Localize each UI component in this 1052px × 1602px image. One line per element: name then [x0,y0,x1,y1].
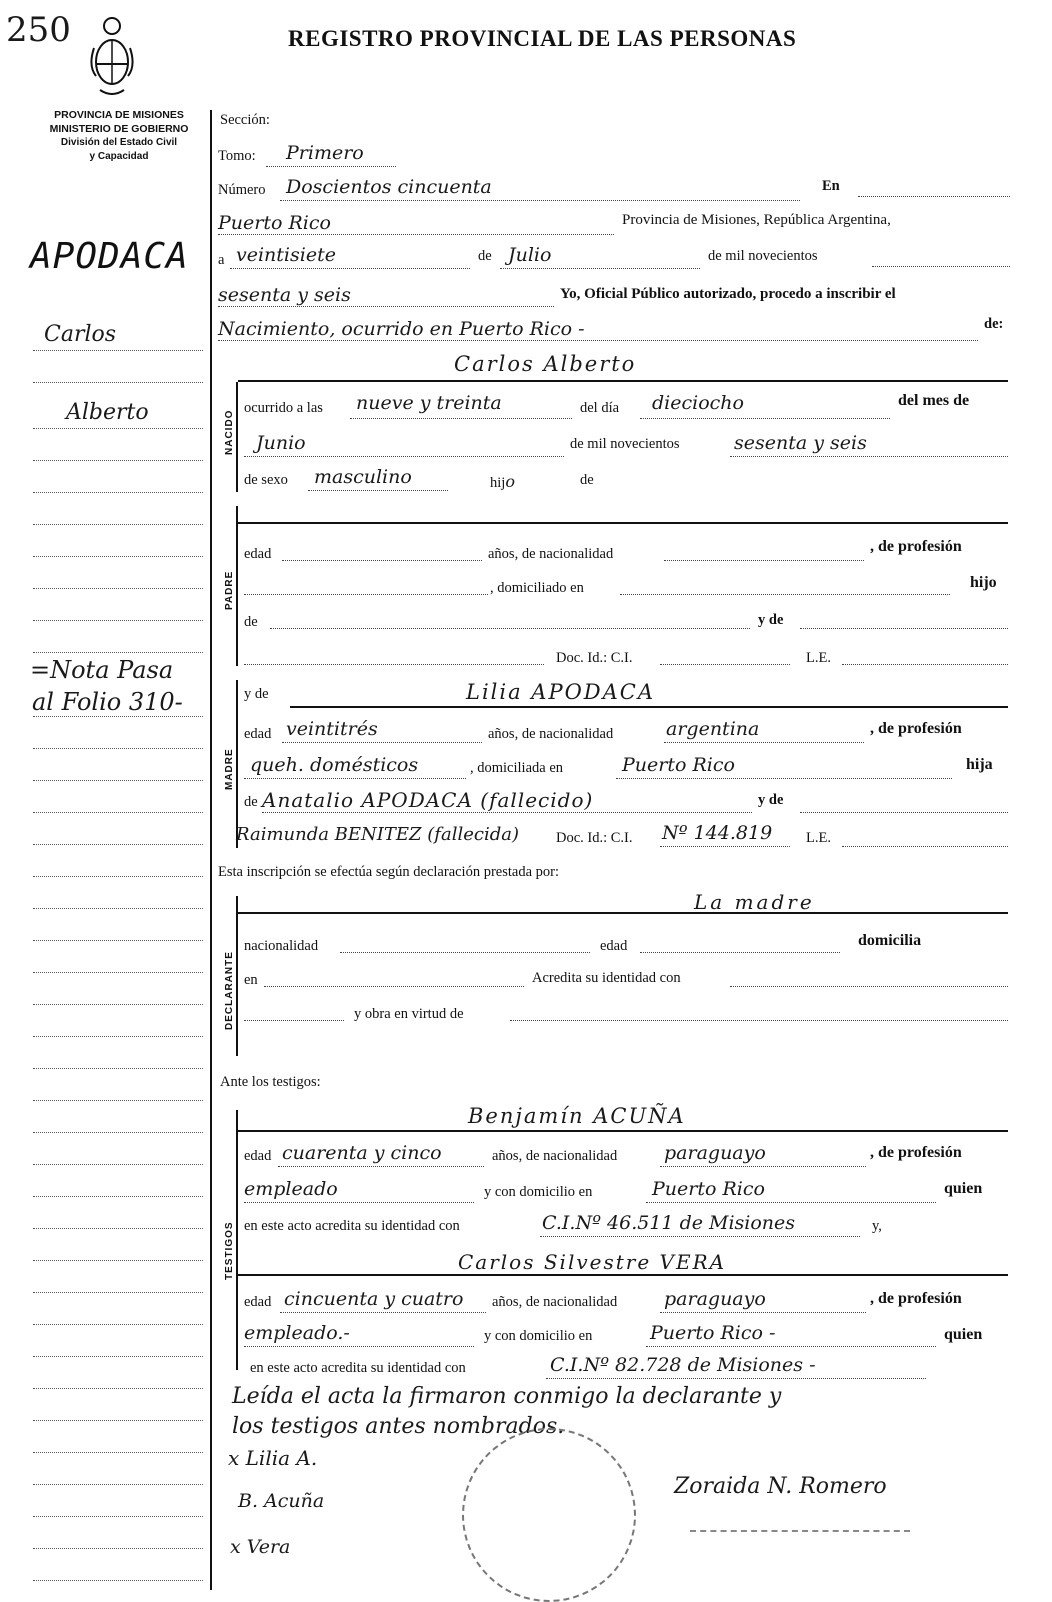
madre-dom-value: Puerto Rico [622,754,735,776]
declarante-en-label: en [244,972,258,988]
madre-de-label: de [244,794,258,810]
madre-le-label: L.E. [806,830,831,846]
official-seal-stamp [462,1428,636,1602]
padre-profesion-label: , de profesión [870,538,962,555]
madre-anos-label: años, de nacionalidad [488,726,614,742]
margin-separator [210,110,212,1590]
declarante-nacionalidad-label: nacionalidad [244,938,319,954]
testigo1-profesion-label: , de profesión [870,1144,962,1161]
madre-mother-value: Raimunda BENITEZ (fallecida) [236,824,519,845]
document-title: REGISTRO PROVINCIAL DE LAS PERSONAS [288,26,797,51]
madre-edad-label: edad [244,726,272,742]
numero-value: Doscientos cincuenta [286,176,492,198]
madre-father-value: Anatalio APODACA (fallecido) [262,788,594,812]
del-dia-label: del día [580,400,620,416]
folio-number: 250 [6,10,71,50]
madre-doc-value: Nº 144.819 [662,822,773,844]
testigo1-dom-value: Puerto Rico [652,1178,765,1200]
hijo-prefix: hij [490,475,506,491]
testigo2-acredita-label: en este acto acredita su identidad con [250,1360,466,1376]
testigo2-prof-value: empleado.- [244,1322,350,1344]
testigos-section-label: TESTIGOS [224,1221,235,1280]
nacido-section-label: NACIDO [224,409,235,455]
testigo2-edad-label: edad [244,1294,272,1310]
tomo-value: Primero [286,142,364,164]
testigo1-edad-value: cuarenta y cinco [282,1142,442,1164]
numero-label: Número [218,182,266,198]
testigo1-domicilio-label: y con domicilio en [484,1184,593,1200]
madre-edad-value: veintitrés [286,718,378,740]
madre-nac-value: argentina [666,718,760,740]
margin-note-line-2: al Folio 310- [32,688,183,716]
declarante-name-value: La madre [694,890,815,914]
del-mes-label: del mes de [898,392,970,409]
padre-doc-label: Doc. Id.: C.I. [556,650,633,666]
madre-profesion-label: , de profesión [870,720,962,737]
coat-of-arms-icon [84,6,140,102]
padre-de-label: de [244,614,258,630]
testigo2-domicilio-label: y con domicilio en [484,1328,593,1344]
org-province: PROVINCIA DE MISIONES [54,109,184,121]
nacido-mil-label: de mil novecientos [570,436,680,452]
declaracion-text: Esta inscripción se efectúa según declaración prestada por: [218,864,560,880]
testigo1-quien-label: quien [944,1180,983,1197]
org-division: División del Estado Civil [60,137,178,148]
de-colon-label: de: [984,316,1004,332]
testigo2-profesion-label: , de profesión [870,1290,962,1307]
issuing-organization [30,108,208,164]
oficial-text: Yo, Oficial Público autorizado, procedo a inscribir el [560,286,896,302]
declarante-edad-label: edad [600,938,628,954]
ocurrido-label: ocurrido a las [244,400,323,416]
testigo1-name-value: Benjamín ACUÑA [468,1104,686,1128]
testigo2-dom-value: Puerto Rico - [650,1322,776,1344]
madre-prof-value: queh. domésticos [250,754,419,776]
tomo-label: Tomo: [218,148,256,164]
acredita-label: Acredita su identidad con [532,970,681,986]
day-value: veintisiete [236,244,336,266]
testigo1-prof-value: empleado [244,1178,338,1200]
domiciliada-label: , domiciliada en [470,760,564,776]
signature-testigo-2: x Vera [230,1536,291,1558]
declarante-section-label: DECLARANTE [224,951,235,1030]
nacido-name-value: Carlos Alberto [454,352,637,376]
signature-testigo-1: B. Acuña [238,1490,325,1512]
de-label: de [478,248,492,264]
closing-line-2: los testigos antes nombrados. [232,1414,565,1439]
testigo1-anos-label: años, de nacionalidad [492,1148,618,1164]
testigo2-quien-label: quien [944,1326,983,1343]
seccion-label: Sección: [220,112,270,128]
margin-note-line-1: =Nota Pasa [30,656,174,684]
obra-label: y obra en virtud de [354,1006,464,1022]
madre-name-value: Lilia APODACA [466,680,656,704]
closing-line-1: Leída el acta la firmaron conmigo la declarante y [232,1384,782,1409]
testigos-label: Ante los testigos: [220,1074,321,1090]
testigo1-edad-label: edad [244,1148,272,1164]
testigo2-edad-value: cincuenta y cuatro [284,1288,464,1310]
margin-name-1: Carlos [44,322,117,347]
padre-edad-label: edad [244,546,272,562]
year-value: sesenta y seis [218,284,351,306]
place-value: Puerto Rico [218,212,331,234]
mil-novecientos-label: de mil novecientos [708,248,818,264]
margin-name-2: Alberto [66,400,149,425]
domicilia-label: domicilia [858,932,922,949]
madre-y-de-label: y de [244,686,269,702]
signature-official: Zoraida N. Romero [674,1474,887,1499]
padre-anos-label: años, de nacionalidad [488,546,614,562]
padre-le-label: L.E. [806,650,831,666]
org-capacity: y Capacidad [89,151,149,162]
testigo2-name-value: Carlos Silvestre VERA [458,1250,727,1274]
padre-y-de-label: y de [758,612,784,628]
hour-value: nueve y treinta [356,392,502,414]
madre-y-de2-label: y de [758,792,784,808]
margin-surname: APODACA [30,236,189,277]
testigo1-y-label: y, [872,1218,882,1234]
testigo1-acredita-label: en este acto acredita su identidad con [244,1218,460,1234]
a-label: a [218,252,225,268]
madre-section-label: MADRE [224,748,235,790]
org-ministry: MINISTERIO DE GOBIERNO [49,123,189,135]
domiciliado-label: , domiciliado en [490,580,584,596]
birth-year-value: sesenta y seis [734,432,867,454]
birth-month-value: Junio [256,432,306,454]
official-seal-stamp-2 [690,1530,910,1582]
testigo2-anos-label: años, de nacionalidad [492,1294,618,1310]
en-label: En [822,178,840,194]
hijo-label [490,472,515,492]
birth-day-value: dieciocho [652,392,744,414]
testigo2-doc-value: C.I.Nº 82.728 de Misiones - [550,1354,816,1376]
testigo1-doc-value: C.I.Nº 46.511 de Misiones [542,1212,796,1234]
testigo1-nac-value: paraguayo [664,1142,766,1164]
padre-section-label: PADRE [224,570,235,610]
signature-declarante: x Lilia A. [228,1446,318,1470]
madre-doc-label: Doc. Id.: C.I. [556,830,633,846]
acto-value: Nacimiento, ocurrido en Puerto Rico - [218,318,585,340]
nacido-de-label: de [580,472,594,488]
provincia-text: Provincia de Misiones, República Argentina, [622,212,891,228]
sexo-value: masculino [314,466,412,488]
hijo-suffix-value: o [505,472,515,491]
testigo2-nac-value: paraguayo [664,1288,766,1310]
padre-hijo-label: hijo [970,574,997,591]
sexo-label: de sexo [244,472,288,488]
month-value: Julio [508,244,552,266]
madre-hija-label: hija [966,756,993,773]
